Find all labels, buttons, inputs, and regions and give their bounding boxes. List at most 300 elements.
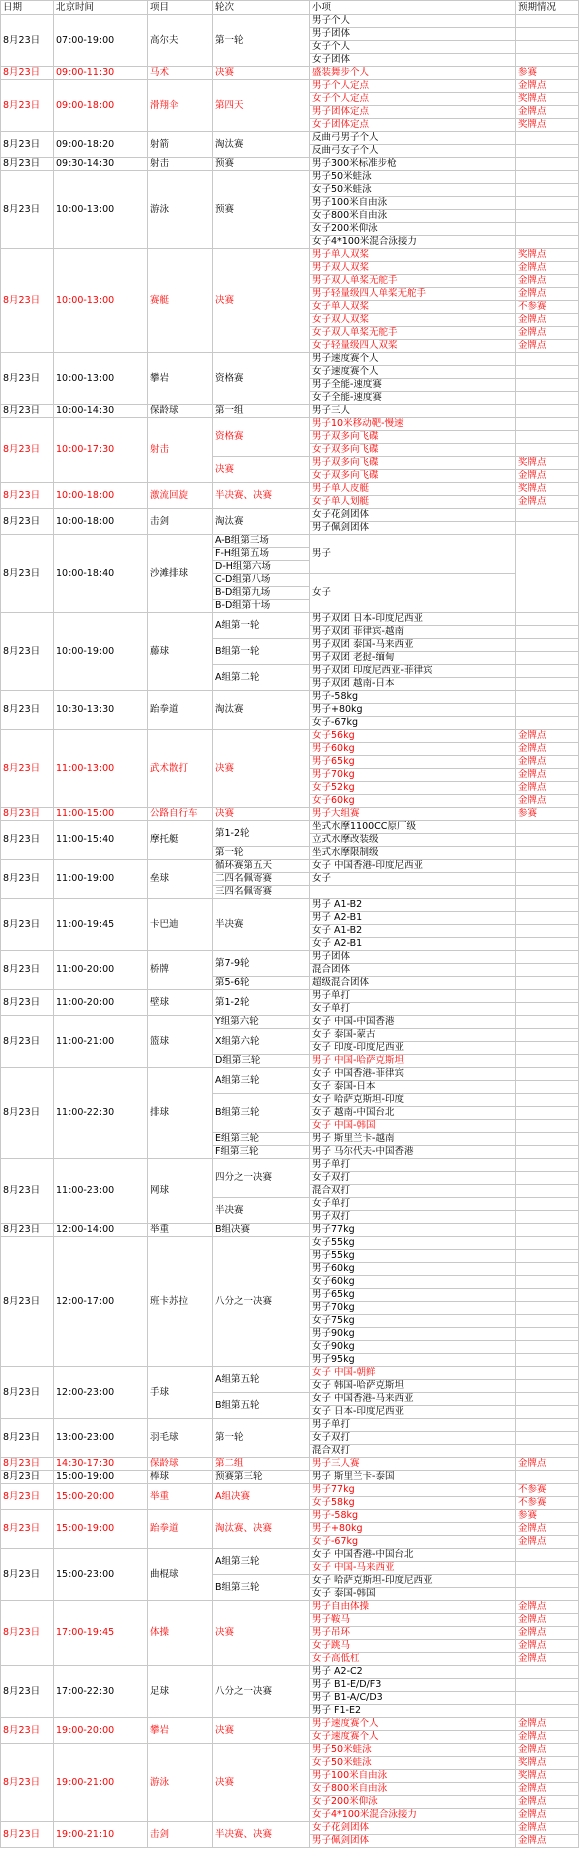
- time-cell: 10:00-18:00: [54, 483, 148, 509]
- date-cell: 8月23日: [1, 171, 54, 249]
- expectation-cell: [516, 158, 579, 171]
- time-cell: 10:00-17:30: [54, 418, 148, 483]
- sport-cell: 桥牌: [148, 951, 213, 990]
- expectation-cell: [516, 535, 579, 613]
- schedule-row: [1, 1601, 579, 1614]
- round-cell: B组第三轮: [213, 1094, 310, 1133]
- expectation-cell: [516, 1588, 579, 1601]
- round-cell: 第一组: [213, 405, 310, 418]
- round-cell: Y组第六轮: [213, 1016, 310, 1029]
- sport-cell: 曲棍球: [148, 1549, 213, 1601]
- event-cell: 女子 哈萨克斯坦-印度: [310, 1094, 516, 1107]
- event-cell: 女子 哈萨克斯坦-印度尼西亚: [310, 1575, 516, 1588]
- date-cell: 8月23日: [1, 1419, 54, 1458]
- date-cell: 8月23日: [1, 1367, 54, 1419]
- expectation-cell: 参赛: [516, 1510, 579, 1523]
- round-cell: E组第三轮: [213, 1133, 310, 1146]
- sport-cell: 击剑: [148, 1822, 213, 1848]
- date-cell: 8月23日: [1, 1822, 54, 1848]
- expectation-cell: [516, 678, 579, 691]
- expectation-cell: 奖牌点: [516, 1770, 579, 1783]
- event-cell: 女子团体: [310, 54, 516, 67]
- sport-cell: 跆拳道: [148, 1510, 213, 1549]
- expectation-cell: [516, 236, 579, 249]
- schedule-row: [1, 80, 579, 93]
- expectation-cell: 金牌点: [516, 1523, 579, 1536]
- event-cell: 女子全能-速度赛: [310, 392, 516, 405]
- event-cell: 男子95kg: [310, 1354, 516, 1367]
- round-cell: B组第一轮: [213, 639, 310, 665]
- sport-cell: 藤球: [148, 613, 213, 691]
- round-cell: 决赛: [213, 1744, 310, 1822]
- date-cell: 8月23日: [1, 67, 54, 80]
- expectation-cell: [516, 1159, 579, 1172]
- expectation-cell: [516, 1016, 579, 1029]
- event-cell: 男子77kg: [310, 1484, 516, 1497]
- event-cell: 女子200米仰泳: [310, 223, 516, 236]
- round-cell: A组第二轮: [213, 665, 310, 691]
- expectation-cell: [516, 1315, 579, 1328]
- event-cell: 男子 B1-E/D/F3: [310, 1679, 516, 1692]
- event-cell: 男子鞍马: [310, 1614, 516, 1627]
- expectation-cell: 金牌点: [516, 1822, 579, 1835]
- expectation-cell: [516, 392, 579, 405]
- round-cell: 第1-2轮: [213, 821, 310, 847]
- round-cell: 决赛: [213, 67, 310, 80]
- sport-cell: 滑翔伞: [148, 80, 213, 132]
- time-cell: 11:00-19:45: [54, 899, 148, 951]
- sport-cell: 保龄球: [148, 1458, 213, 1471]
- round-cell: A组第五轮: [213, 1367, 310, 1393]
- event-cell: 女子 泰国-韩国: [310, 1588, 516, 1601]
- round-cell: 第一轮: [213, 1419, 310, 1458]
- expectation-cell: [516, 210, 579, 223]
- expectation-cell: [516, 444, 579, 457]
- expectation-cell: 参赛: [516, 808, 579, 821]
- round-cell: 预赛: [213, 158, 310, 171]
- expectation-cell: 参赛: [516, 67, 579, 80]
- expectation-cell: [516, 1042, 579, 1055]
- event-cell: 女子双人双桨: [310, 314, 516, 327]
- round-cell: 第二组: [213, 1458, 310, 1471]
- expectation-cell: 金牌点: [516, 262, 579, 275]
- event-cell: 女子单人划艇: [310, 496, 516, 509]
- round-cell: X组第六轮: [213, 1029, 310, 1055]
- date-cell: 8月23日: [1, 1601, 54, 1666]
- event-cell: 男子双多向飞碟: [310, 431, 516, 444]
- date-cell: 8月23日: [1, 1549, 54, 1601]
- sport-cell: 手球: [148, 1367, 213, 1419]
- expectation-cell: 金牌点: [516, 1783, 579, 1796]
- time-cell: 11:00-19:00: [54, 860, 148, 899]
- schedule-row: [1, 67, 579, 80]
- time-cell: 11:00-20:00: [54, 990, 148, 1016]
- time-cell: 12:00-14:00: [54, 1224, 148, 1237]
- expectation-cell: 金牌点: [516, 782, 579, 795]
- event-cell: 男子轻量级四人单桨无舵手: [310, 288, 516, 301]
- date-cell: 8月23日: [1, 951, 54, 990]
- date-cell: 8月23日: [1, 1666, 54, 1718]
- round-cell: 第5-6轮: [213, 977, 310, 990]
- date-cell: 8月23日: [1, 691, 54, 730]
- expectation-cell: [516, 1068, 579, 1081]
- header-date: 日期: [1, 1, 54, 15]
- schedule-row: [1, 1549, 579, 1562]
- round-cell: 第一轮: [213, 847, 310, 860]
- round-cell: 半决赛、决赛: [213, 483, 310, 509]
- expectation-cell: [516, 1211, 579, 1224]
- time-cell: 09:00-11:30: [54, 67, 148, 80]
- time-cell: 12:00-17:00: [54, 1237, 148, 1367]
- expectation-cell: [516, 1432, 579, 1445]
- event-cell: 男子三人赛: [310, 1458, 516, 1471]
- expectation-cell: 金牌点: [516, 496, 579, 509]
- expectation-cell: 金牌点: [516, 1601, 579, 1614]
- sport-cell: 摩托艇: [148, 821, 213, 860]
- sport-cell: 壁球: [148, 990, 213, 1016]
- event-cell: 男子全能-速度赛: [310, 379, 516, 392]
- event-cell: 女子 泰国-蒙古: [310, 1029, 516, 1042]
- event-cell: 男子100米自由泳: [310, 1770, 516, 1783]
- schedule-row: [1, 509, 579, 522]
- event-cell: 女子 中国-马来西亚: [310, 1562, 516, 1575]
- event-cell: 男子-58kg: [310, 691, 516, 704]
- round-cell: 四分之一决赛: [213, 1159, 310, 1198]
- expectation-cell: [516, 1107, 579, 1120]
- date-cell: 8月23日: [1, 418, 54, 483]
- event-cell: 女子 中国香港-菲律宾: [310, 1068, 516, 1081]
- sport-cell: 马术: [148, 67, 213, 80]
- time-cell: 10:00-18:40: [54, 535, 148, 613]
- expectation-cell: 金牌点: [516, 1458, 579, 1471]
- date-cell: 8月23日: [1, 1224, 54, 1237]
- event-cell: 男子双团 老挝-缅甸: [310, 652, 516, 665]
- date-cell: 8月23日: [1, 132, 54, 158]
- schedule-body: [1, 15, 579, 1848]
- schedule-row: [1, 1367, 579, 1380]
- expectation-cell: [516, 990, 579, 1003]
- event-cell: 男子 斯里兰卡-越南: [310, 1133, 516, 1146]
- event-cell: 男子双团 越南-日本: [310, 678, 516, 691]
- event-cell: 男子团体定点: [310, 106, 516, 119]
- schedule-row: [1, 405, 579, 418]
- round-cell: 决赛: [213, 1601, 310, 1666]
- event-cell: 女子 A1-B2: [310, 925, 516, 938]
- event-cell: 男子60kg: [310, 743, 516, 756]
- expectation-cell: [516, 418, 579, 431]
- expectation-cell: 不参赛: [516, 1484, 579, 1497]
- expectation-cell: [516, 1081, 579, 1094]
- time-cell: 19:00-20:00: [54, 1718, 148, 1744]
- expectation-cell: 金牌点: [516, 730, 579, 743]
- time-cell: 11:00-15:00: [54, 808, 148, 821]
- sport-cell: 公路自行车: [148, 808, 213, 821]
- sport-cell: 体操: [148, 1601, 213, 1666]
- event-cell: 男子双多向飞碟: [310, 457, 516, 470]
- round-cell: 决赛: [213, 249, 310, 353]
- event-cell: 女子4*100米混合泳接力: [310, 236, 516, 249]
- expectation-cell: [516, 938, 579, 951]
- date-cell: 8月23日: [1, 613, 54, 691]
- round-cell: 三四名佩寄赛: [213, 886, 310, 899]
- schedule-row: [1, 821, 579, 834]
- event-cell: 女子: [310, 574, 516, 613]
- event-cell: 男子+80kg: [310, 1523, 516, 1536]
- date-cell: 8月23日: [1, 158, 54, 171]
- round-cell: 淘汰赛: [213, 509, 310, 535]
- sport-cell: 游泳: [148, 171, 213, 249]
- event-cell: 男子双打: [310, 1211, 516, 1224]
- date-cell: 8月23日: [1, 990, 54, 1016]
- schedule-row: [1, 951, 579, 964]
- expectation-cell: [516, 1198, 579, 1211]
- event-cell: 女子双打: [310, 1172, 516, 1185]
- event-cell: 混合团体: [310, 964, 516, 977]
- expectation-cell: [516, 54, 579, 67]
- date-cell: 8月23日: [1, 821, 54, 860]
- event-cell: 男子70kg: [310, 1302, 516, 1315]
- expectation-cell: 金牌点: [516, 275, 579, 288]
- time-cell: 10:00-13:00: [54, 249, 148, 353]
- sport-cell: 沙滩排球: [148, 535, 213, 613]
- schedule-row: [1, 613, 579, 626]
- schedule-row: [1, 899, 579, 912]
- schedule-row: [1, 1237, 579, 1250]
- event-cell: 男子65kg: [310, 756, 516, 769]
- header-expectation: 预期情况: [516, 1, 579, 15]
- schedule-row: [1, 418, 579, 431]
- time-cell: 13:00-23:00: [54, 1419, 148, 1458]
- schedule-row: [1, 1458, 579, 1471]
- expectation-cell: [516, 821, 579, 834]
- event-cell: 男子个人定点: [310, 80, 516, 93]
- event-cell: 超级混合团体: [310, 977, 516, 990]
- event-cell: 男子300米标准步枪: [310, 158, 516, 171]
- sport-cell: 足球: [148, 1666, 213, 1718]
- date-cell: 8月23日: [1, 1484, 54, 1510]
- round-cell: 八分之一决赛: [213, 1237, 310, 1367]
- event-cell: 男子70kg: [310, 769, 516, 782]
- date-cell: 8月23日: [1, 509, 54, 535]
- round-cell: 第一轮: [213, 15, 310, 67]
- schedule-row: [1, 132, 579, 145]
- event-cell: 坐式水摩1100CC原厂级: [310, 821, 516, 834]
- expectation-cell: [516, 925, 579, 938]
- expectation-cell: 金牌点: [516, 1731, 579, 1744]
- header-event: 小项: [310, 1, 516, 15]
- time-cell: 10:00-14:30: [54, 405, 148, 418]
- expectation-cell: [516, 1289, 579, 1302]
- event-cell: 女子50米蛙泳: [310, 1757, 516, 1770]
- sport-cell: 卡巴迪: [148, 899, 213, 951]
- expectation-cell: [516, 41, 579, 54]
- expectation-cell: 金牌点: [516, 1835, 579, 1848]
- expectation-cell: 金牌点: [516, 1536, 579, 1549]
- expectation-cell: [516, 1120, 579, 1133]
- expectation-cell: 奖牌点: [516, 1757, 579, 1770]
- sport-cell: 举重: [148, 1224, 213, 1237]
- event-cell: 男子77kg: [310, 1224, 516, 1237]
- time-cell: 15:00-19:00: [54, 1510, 148, 1549]
- round-cell: 预赛: [213, 171, 310, 249]
- round-cell: 决赛: [213, 1718, 310, 1744]
- event-cell: 女子60kg: [310, 1276, 516, 1289]
- expectation-cell: 金牌点: [516, 314, 579, 327]
- event-cell: 男子: [310, 535, 516, 574]
- sport-cell: 射箭: [148, 132, 213, 158]
- expectation-cell: 金牌点: [516, 769, 579, 782]
- event-cell: 女子75kg: [310, 1315, 516, 1328]
- event-cell: 男子自由体操: [310, 1601, 516, 1614]
- expectation-cell: [516, 1393, 579, 1406]
- event-cell: 男子佩剑团体: [310, 522, 516, 535]
- event-cell: 男子单打: [310, 1419, 516, 1432]
- event-cell: 男子60kg: [310, 1263, 516, 1276]
- event-cell: 女子团体定点: [310, 119, 516, 132]
- sport-cell: 羽毛球: [148, 1419, 213, 1458]
- schedule-row: [1, 1718, 579, 1731]
- round-cell: B组第五轮: [213, 1393, 310, 1419]
- round-cell: 八分之一决赛: [213, 1666, 310, 1718]
- time-cell: 19:00-21:00: [54, 1744, 148, 1822]
- event-cell: 女子 中国香港-印度尼西亚: [310, 860, 516, 873]
- round-cell: 淘汰赛、决赛: [213, 1510, 310, 1549]
- date-cell: 8月23日: [1, 15, 54, 67]
- time-cell: 11:00-13:00: [54, 730, 148, 808]
- expectation-cell: [516, 1679, 579, 1692]
- expectation-cell: [516, 1263, 579, 1276]
- event-cell: 女子个人定点: [310, 93, 516, 106]
- schedule-row: [1, 1224, 579, 1237]
- event-cell: 女子花剑团体: [310, 509, 516, 522]
- event-cell: 女子双打: [310, 1432, 516, 1445]
- sport-cell: 排球: [148, 1068, 213, 1159]
- event-cell: 女子轻量级四人双桨: [310, 340, 516, 353]
- expectation-cell: 奖牌点: [516, 93, 579, 106]
- event-cell: 女子4*100米混合泳接力: [310, 1809, 516, 1822]
- expectation-cell: [516, 184, 579, 197]
- schedule-row: [1, 1068, 579, 1081]
- event-cell: 男子 F1-E2: [310, 1705, 516, 1718]
- event-cell: 男子 中国-哈萨克斯坦: [310, 1055, 516, 1068]
- expectation-cell: [516, 860, 579, 873]
- event-cell: 混合双打: [310, 1445, 516, 1458]
- schedule-row: [1, 1419, 579, 1432]
- expectation-cell: [516, 977, 579, 990]
- expectation-cell: [516, 834, 579, 847]
- expectation-cell: [516, 717, 579, 730]
- expectation-cell: [516, 1406, 579, 1419]
- round-cell: F-H组第五场: [213, 548, 310, 561]
- expectation-cell: [516, 1237, 579, 1250]
- expectation-cell: [516, 899, 579, 912]
- event-cell: 男子单人皮艇: [310, 483, 516, 496]
- round-cell: 决赛: [213, 457, 310, 483]
- event-cell: 男子-58kg: [310, 1510, 516, 1523]
- expectation-cell: [516, 873, 579, 886]
- expectation-cell: 金牌点: [516, 1744, 579, 1757]
- expectation-cell: [516, 1172, 579, 1185]
- date-cell: 8月23日: [1, 1744, 54, 1822]
- expectation-cell: [516, 1276, 579, 1289]
- event-cell: 男子50米蛙泳: [310, 1744, 516, 1757]
- expectation-cell: [516, 1029, 579, 1042]
- event-cell: 女子800米自由泳: [310, 210, 516, 223]
- expectation-cell: [516, 1328, 579, 1341]
- expectation-cell: 金牌点: [516, 1627, 579, 1640]
- round-cell: 预赛第三轮: [213, 1471, 310, 1484]
- schedule-row: [1, 249, 579, 262]
- round-cell: 半决赛: [213, 1198, 310, 1224]
- schedule-row: [1, 1016, 579, 1029]
- event-cell: 女子52kg: [310, 782, 516, 795]
- event-cell: 男子65kg: [310, 1289, 516, 1302]
- event-cell: 男子双团 印度尼西亚-菲律宾: [310, 665, 516, 678]
- expectation-cell: 金牌点: [516, 470, 579, 483]
- header-sport: 项目: [148, 1, 213, 15]
- expectation-cell: [516, 1055, 579, 1068]
- sport-cell: 赛艇: [148, 249, 213, 353]
- event-cell: 女子个人: [310, 41, 516, 54]
- sport-cell: 网球: [148, 1159, 213, 1224]
- sport-cell: 跆拳道: [148, 691, 213, 730]
- time-cell: 11:00-15:40: [54, 821, 148, 860]
- sport-cell: 激流回旋: [148, 483, 213, 509]
- round-cell: A组第三轮: [213, 1068, 310, 1094]
- schedule-row: [1, 1159, 579, 1172]
- event-cell: 男子10米移动靶-慢速: [310, 418, 516, 431]
- expectation-cell: [516, 1445, 579, 1458]
- expectation-cell: [516, 145, 579, 158]
- event-cell: 女子单人双桨: [310, 301, 516, 314]
- expectation-cell: [516, 223, 579, 236]
- event-cell: 女子单打: [310, 1003, 516, 1016]
- date-cell: 8月23日: [1, 1159, 54, 1224]
- expectation-cell: [516, 951, 579, 964]
- expectation-cell: 金牌点: [516, 1653, 579, 1666]
- expectation-cell: [516, 1003, 579, 1016]
- event-cell: 女子60kg: [310, 795, 516, 808]
- sport-cell: 射击: [148, 158, 213, 171]
- round-cell: 决赛: [213, 730, 310, 808]
- event-cell: 男子100米自由泳: [310, 197, 516, 210]
- expectation-cell: [516, 626, 579, 639]
- event-cell: 女子55kg: [310, 1237, 516, 1250]
- round-cell: A组第三轮: [213, 1549, 310, 1575]
- event-cell: 女子 中国香港-马来西亚: [310, 1393, 516, 1406]
- time-cell: 10:30-13:30: [54, 691, 148, 730]
- expectation-cell: [516, 431, 579, 444]
- round-cell: A组第一轮: [213, 613, 310, 639]
- header-round: 轮次: [213, 1, 310, 15]
- expectation-cell: [516, 704, 579, 717]
- event-cell: 男子+80kg: [310, 704, 516, 717]
- schedule-row: [1, 1666, 579, 1679]
- time-cell: 11:00-22:30: [54, 1068, 148, 1159]
- event-cell: 男子 A2-B1: [310, 912, 516, 925]
- event-cell: 女子56kg: [310, 730, 516, 743]
- expectation-cell: [516, 15, 579, 28]
- time-cell: 10:00-13:00: [54, 353, 148, 405]
- event-cell: 反曲弓女子个人: [310, 145, 516, 158]
- round-cell: 循环赛第五天: [213, 860, 310, 873]
- expectation-cell: [516, 1133, 579, 1146]
- event-cell: [310, 886, 516, 899]
- header-row: [1, 1, 579, 15]
- time-cell: 10:00-13:00: [54, 171, 148, 249]
- time-cell: 11:00-20:00: [54, 951, 148, 990]
- event-cell: 男子团体: [310, 951, 516, 964]
